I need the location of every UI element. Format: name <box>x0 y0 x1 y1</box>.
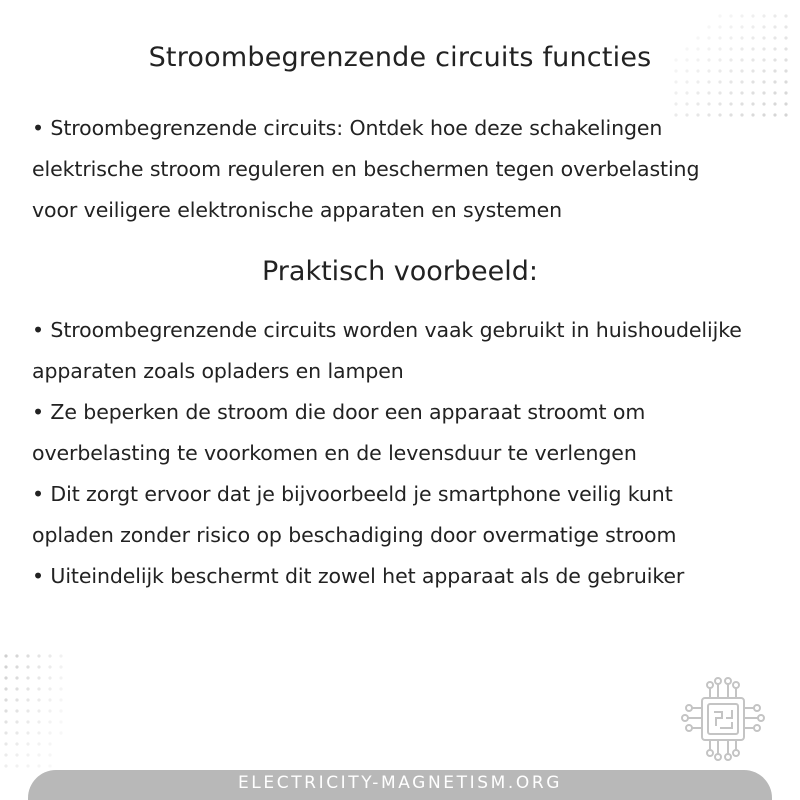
decor-dot <box>696 102 699 105</box>
decor-dot <box>26 654 29 657</box>
decor-dot <box>718 91 721 94</box>
decor-dot <box>784 80 787 83</box>
decor-dot <box>751 102 754 105</box>
decor-dot <box>4 731 7 734</box>
decor-dot <box>26 720 29 723</box>
decor-dot <box>718 36 721 39</box>
decor-dot <box>707 80 710 83</box>
decor-dot <box>718 25 721 28</box>
decor-dot <box>4 720 7 723</box>
decor-dot <box>4 687 7 690</box>
decor-dot <box>26 676 29 679</box>
decor-dot <box>784 91 787 94</box>
example-line: • Uiteindelijk beschermt dit zowel het apparaat als de gebruiker <box>32 564 685 588</box>
decor-dot <box>48 687 51 690</box>
decor-dot <box>773 14 776 17</box>
intro-line: elektrische stroom reguleren en beschermen tegen overbelasting <box>32 157 700 181</box>
decor-dot <box>59 654 62 657</box>
decor-dot <box>15 731 18 734</box>
decor-dot <box>762 80 765 83</box>
example-line: opladen zonder risico op beschadiging door overmatige stroom <box>32 523 677 547</box>
decor-dot <box>59 731 62 734</box>
decor-dot <box>26 731 29 734</box>
decor-dot <box>696 91 699 94</box>
decor-dot <box>4 698 7 701</box>
decor-dot <box>773 113 776 116</box>
decor-dot <box>59 665 62 668</box>
decor-dot <box>37 709 40 712</box>
decor-dot <box>48 676 51 679</box>
decor-dot <box>15 720 18 723</box>
decor-dot <box>15 698 18 701</box>
example-heading: Praktisch voorbeeld: <box>262 256 538 287</box>
circuit-chip-logo-icon <box>676 672 770 766</box>
example-line: overbelasting te voorkomen en de levensduur te verlengen <box>32 441 637 465</box>
decor-dot <box>740 80 743 83</box>
decor-dot <box>37 720 40 723</box>
decor-dot <box>751 36 754 39</box>
decor-dot <box>26 665 29 668</box>
decor-dot <box>48 698 51 701</box>
decor-dot <box>59 676 62 679</box>
decor-dot <box>674 102 677 105</box>
decor-dot <box>674 80 677 83</box>
decor-dot <box>15 665 18 668</box>
decor-dot <box>37 753 40 756</box>
decor-dot <box>751 14 754 17</box>
intro-text <box>32 108 772 231</box>
decor-dot <box>685 80 688 83</box>
decor-dot <box>48 742 51 745</box>
decor-dot <box>37 742 40 745</box>
decor-dot <box>729 91 732 94</box>
decor-dot <box>762 14 765 17</box>
decor-dot <box>751 80 754 83</box>
decor-dot <box>48 764 51 767</box>
decor-dot <box>59 720 62 723</box>
intro-line: • Stroombegrenzende circuits: Ontdek hoe deze schakelingen <box>32 116 663 140</box>
decor-dot <box>674 91 677 94</box>
decor-dot <box>26 764 29 767</box>
decor-dot <box>26 742 29 745</box>
decor-dot <box>718 102 721 105</box>
decor-dot <box>37 764 40 767</box>
decor-dot <box>59 709 62 712</box>
decor-dot <box>784 36 787 39</box>
decor-dot <box>15 687 18 690</box>
example-line: • Dit zorgt ervoor dat je bijvoorbeeld je smartphone veilig kunt <box>32 482 673 506</box>
decor-dot <box>4 665 7 668</box>
intro-line: voor veiligere elektronische apparaten en systemen <box>32 198 562 222</box>
decor-dot <box>48 665 51 668</box>
decor-dot <box>740 102 743 105</box>
decor-dot <box>718 14 721 17</box>
decor-dot <box>696 80 699 83</box>
decor-dot <box>751 25 754 28</box>
decor-dot <box>784 14 787 17</box>
decor-dot <box>48 709 51 712</box>
decor-dot <box>751 91 754 94</box>
decor-dot <box>37 676 40 679</box>
example-text <box>32 310 772 597</box>
decor-dot <box>26 698 29 701</box>
footer-bar <box>28 770 772 800</box>
decor-dot <box>696 36 699 39</box>
decor-dot <box>685 91 688 94</box>
decor-dot <box>762 25 765 28</box>
decor-dot <box>707 36 710 39</box>
decor-dot <box>26 687 29 690</box>
decor-dot <box>784 25 787 28</box>
decor-dot <box>26 709 29 712</box>
example-line: apparaten zoals opladers en lampen <box>32 359 404 383</box>
decor-dot <box>15 742 18 745</box>
footer-site-name: ELECTRICITY-MAGNETISM.ORG <box>237 773 563 793</box>
decor-dot <box>784 113 787 116</box>
decor-dot <box>740 14 743 17</box>
decor-dot <box>4 709 7 712</box>
decor-dot <box>4 753 7 756</box>
decor-dot <box>15 764 18 767</box>
decor-dot <box>740 25 743 28</box>
decor-dot <box>784 102 787 105</box>
decor-dot <box>718 80 721 83</box>
decor-dot <box>773 25 776 28</box>
decor-dot <box>4 654 7 657</box>
decor-dot <box>48 731 51 734</box>
example-line: • Ze beperken de stroom die door een apparaat stroomt om <box>32 400 646 424</box>
decor-dot <box>773 36 776 39</box>
decor-dot <box>37 731 40 734</box>
decor-dot <box>4 742 7 745</box>
decor-dot <box>48 720 51 723</box>
page-title: Stroombegrenzende circuits functies <box>148 42 652 73</box>
decor-dot <box>707 102 710 105</box>
decor-dot <box>707 25 710 28</box>
dot-pattern-bottom-left <box>0 650 80 770</box>
decor-dot <box>729 25 732 28</box>
decor-dot <box>15 753 18 756</box>
decor-dot <box>37 654 40 657</box>
decor-dot <box>740 36 743 39</box>
decor-dot <box>59 698 62 701</box>
decor-dot <box>762 36 765 39</box>
decor-dot <box>707 91 710 94</box>
decor-dot <box>59 687 62 690</box>
decor-dot <box>729 102 732 105</box>
decor-dot <box>773 91 776 94</box>
decor-dot <box>15 676 18 679</box>
decor-dot <box>729 14 732 17</box>
decor-dot <box>15 654 18 657</box>
decor-dot <box>773 102 776 105</box>
decor-dot <box>762 91 765 94</box>
decor-dot <box>37 698 40 701</box>
decor-dot <box>48 753 51 756</box>
decor-dot <box>729 80 732 83</box>
decor-dot <box>15 709 18 712</box>
decor-dot <box>4 764 7 767</box>
example-line: • Stroombegrenzende circuits worden vaak gebruikt in huishoudelijke <box>32 318 742 342</box>
decor-dot <box>762 102 765 105</box>
decor-dot <box>37 665 40 668</box>
decor-dot <box>685 102 688 105</box>
decor-dot <box>48 654 51 657</box>
decor-dot <box>773 80 776 83</box>
decor-dot <box>37 687 40 690</box>
decor-dot <box>4 676 7 679</box>
decor-dot <box>729 36 732 39</box>
decor-dot <box>740 91 743 94</box>
decor-dot <box>26 753 29 756</box>
